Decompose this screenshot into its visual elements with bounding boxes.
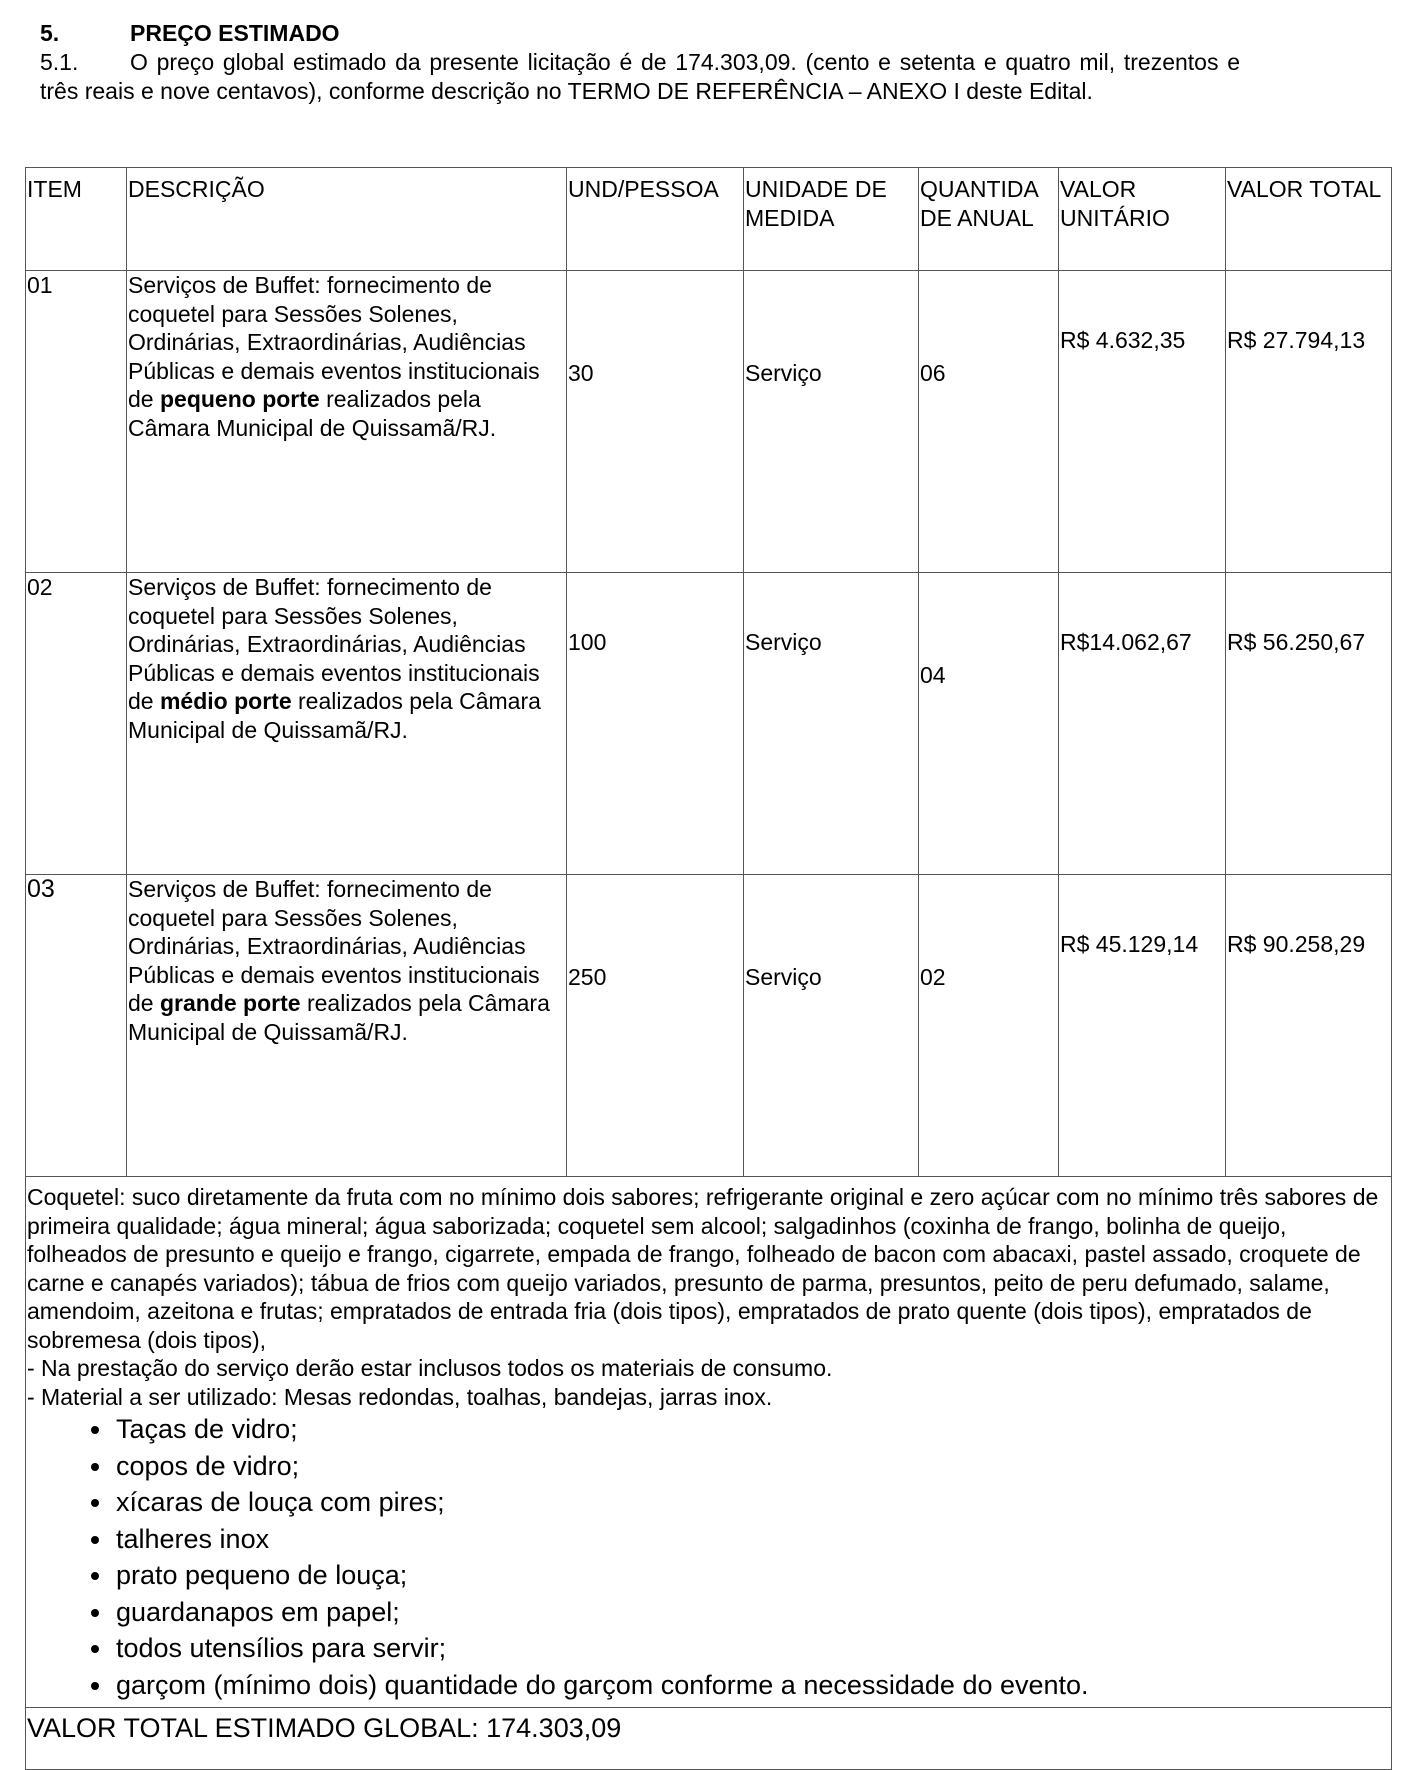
desc-text-end: realizados pela Câmara Municipal de Quissamã/RJ.	[128, 688, 541, 743]
section-number: 5.	[40, 20, 60, 46]
header-valor-total: VALOR TOTAL	[1226, 168, 1392, 271]
header-item: ITEM	[26, 168, 127, 271]
item-valor-unitario: R$14.062,67	[1059, 573, 1226, 875]
desc-text: Serviços de Buffet: fornecimento de coquetel para Sessões Solenes, Ordinárias, Extraordinárias, Audiências Públicas e demais eventos institucionais de	[128, 272, 540, 412]
table-row	[26, 875, 1392, 1177]
item-description	[127, 271, 567, 573]
item-und-pessoa: 250	[567, 875, 744, 1177]
notes-row	[26, 1177, 1392, 1708]
desc-size: médio porte	[159, 688, 292, 714]
desc-text-end: realizados pela Câmara Municipal de Quissamã/RJ.	[128, 386, 497, 441]
item-quantidade: 04	[919, 573, 1059, 875]
item-number: 03	[26, 875, 127, 1177]
item-unidade: Serviço	[744, 573, 919, 875]
section-heading	[40, 20, 340, 46]
item-description	[127, 875, 567, 1177]
desc-text-end: realizados pela Câmara Municipal de Quissamã/RJ.	[128, 990, 550, 1045]
item-quantidade: 06	[919, 271, 1059, 573]
consumo-note: - Na prestação do serviço derão estar inclusos todos os materiais de consumo.	[27, 1355, 833, 1381]
item-unidade: Serviço	[744, 271, 919, 573]
header-valor-unitario: VALOR UNITÁRIO	[1059, 168, 1226, 271]
item-valor-unitario: R$ 4.632,35	[1059, 271, 1226, 573]
list-item: • guardanapos em papel;	[114, 1594, 1387, 1631]
list-item: • Taças de vidro;	[114, 1411, 1387, 1448]
item-valor-total: R$ 56.250,67	[1226, 573, 1392, 875]
item-und-pessoa: 100	[567, 573, 744, 875]
item-valor-unitario: R$ 45.129,14	[1059, 875, 1226, 1177]
table-row	[26, 573, 1392, 875]
intro-text: O preço global estimado da presente licitação é de 174.303,09. (cento e setenta e quatro mil, trezentos e três reais e nove centavos), conforme descrição no TERMO DE REFERÊNCIA – ANEXO I deste Edital.	[40, 49, 1240, 104]
item-description	[127, 573, 567, 875]
list-item: • prato pequeno de louça;	[114, 1557, 1387, 1594]
total-row	[26, 1708, 1392, 1770]
list-item: • garçom (mínimo dois) quantidade do garçom conforme a necessidade do evento.	[114, 1667, 1387, 1704]
list-item: • todos utensílios para servir;	[114, 1630, 1387, 1667]
item-quantidade: 02	[919, 875, 1059, 1177]
material-note: - Material a ser utilizado: Mesas redondas, toalhas, bandejas, jarras inox.	[27, 1383, 773, 1410]
desc-size: pequeno porte	[159, 386, 320, 412]
item-number: 01	[26, 271, 127, 573]
table-header-row	[26, 168, 1392, 271]
item-valor-total: R$ 27.794,13	[1226, 271, 1392, 573]
intro-paragraph	[40, 48, 1240, 105]
intro-number: 5.1.	[40, 49, 79, 75]
item-valor-total: R$ 90.258,29	[1226, 875, 1392, 1177]
materials-list	[27, 1411, 1387, 1707]
header-unidade-medida: UNIDADE DE MEDIDA	[744, 168, 919, 271]
item-und-pessoa: 30	[567, 271, 744, 573]
price-table	[25, 167, 1392, 1770]
desc-text: Serviços de Buffet: fornecimento de coquetel para Sessões Solenes, Ordinárias, Extraordinárias, Audiências Públicas e demais eventos institucionais de	[128, 876, 540, 1016]
header-und-pessoa: UND/PESSOA	[567, 168, 744, 271]
item-unidade: Serviço	[744, 875, 919, 1177]
header-quantidade-anual: QUANTIDA DE ANUAL	[919, 168, 1059, 271]
total-value: VALOR TOTAL ESTIMADO GLOBAL: 174.303,09	[26, 1708, 1392, 1770]
list-item: • xícaras de louça com pires;	[114, 1484, 1387, 1521]
table-row	[26, 271, 1392, 573]
desc-size: grande porte	[159, 990, 301, 1016]
header-descricao: DESCRIÇÃO	[127, 168, 567, 271]
section-title: PREÇO ESTIMADO	[130, 20, 340, 46]
desc-text: Serviços de Buffet: fornecimento de coquetel para Sessões Solenes, Ordinárias, Extraordinárias, Audiências Públicas e demais eventos institucionais de	[128, 574, 540, 714]
item-number: 02	[26, 573, 127, 875]
list-item: • talheres inox	[114, 1521, 1387, 1558]
notes-cell	[26, 1177, 1392, 1708]
coquetel-description: Coquetel: suco diretamente da fruta com no mínimo dois sabores; refrigerante original e zero açúcar com no mínimo três sabores de primeira qualidade; água mineral; água saborizada; coquetel sem alcool; salgadinhos (coxinha de frango, bolinha de queijo, folheados de presunto e queijo e frango, cigarrete, empada de frango, folheado de bacon com abacaxi, pastel assado, croquete de carne e canapés variados); tábua de frios com queijo variados, presunto de parma, presuntos, peito de peru defumado, salame, amendoim, azeitona e frutas; empratados de entrada fria (dois tipos), empratados de prato quente (dois tipos), empratados de sobremesa (dois tipos),	[27, 1184, 1379, 1353]
list-item: • copos de vidro;	[114, 1448, 1387, 1485]
